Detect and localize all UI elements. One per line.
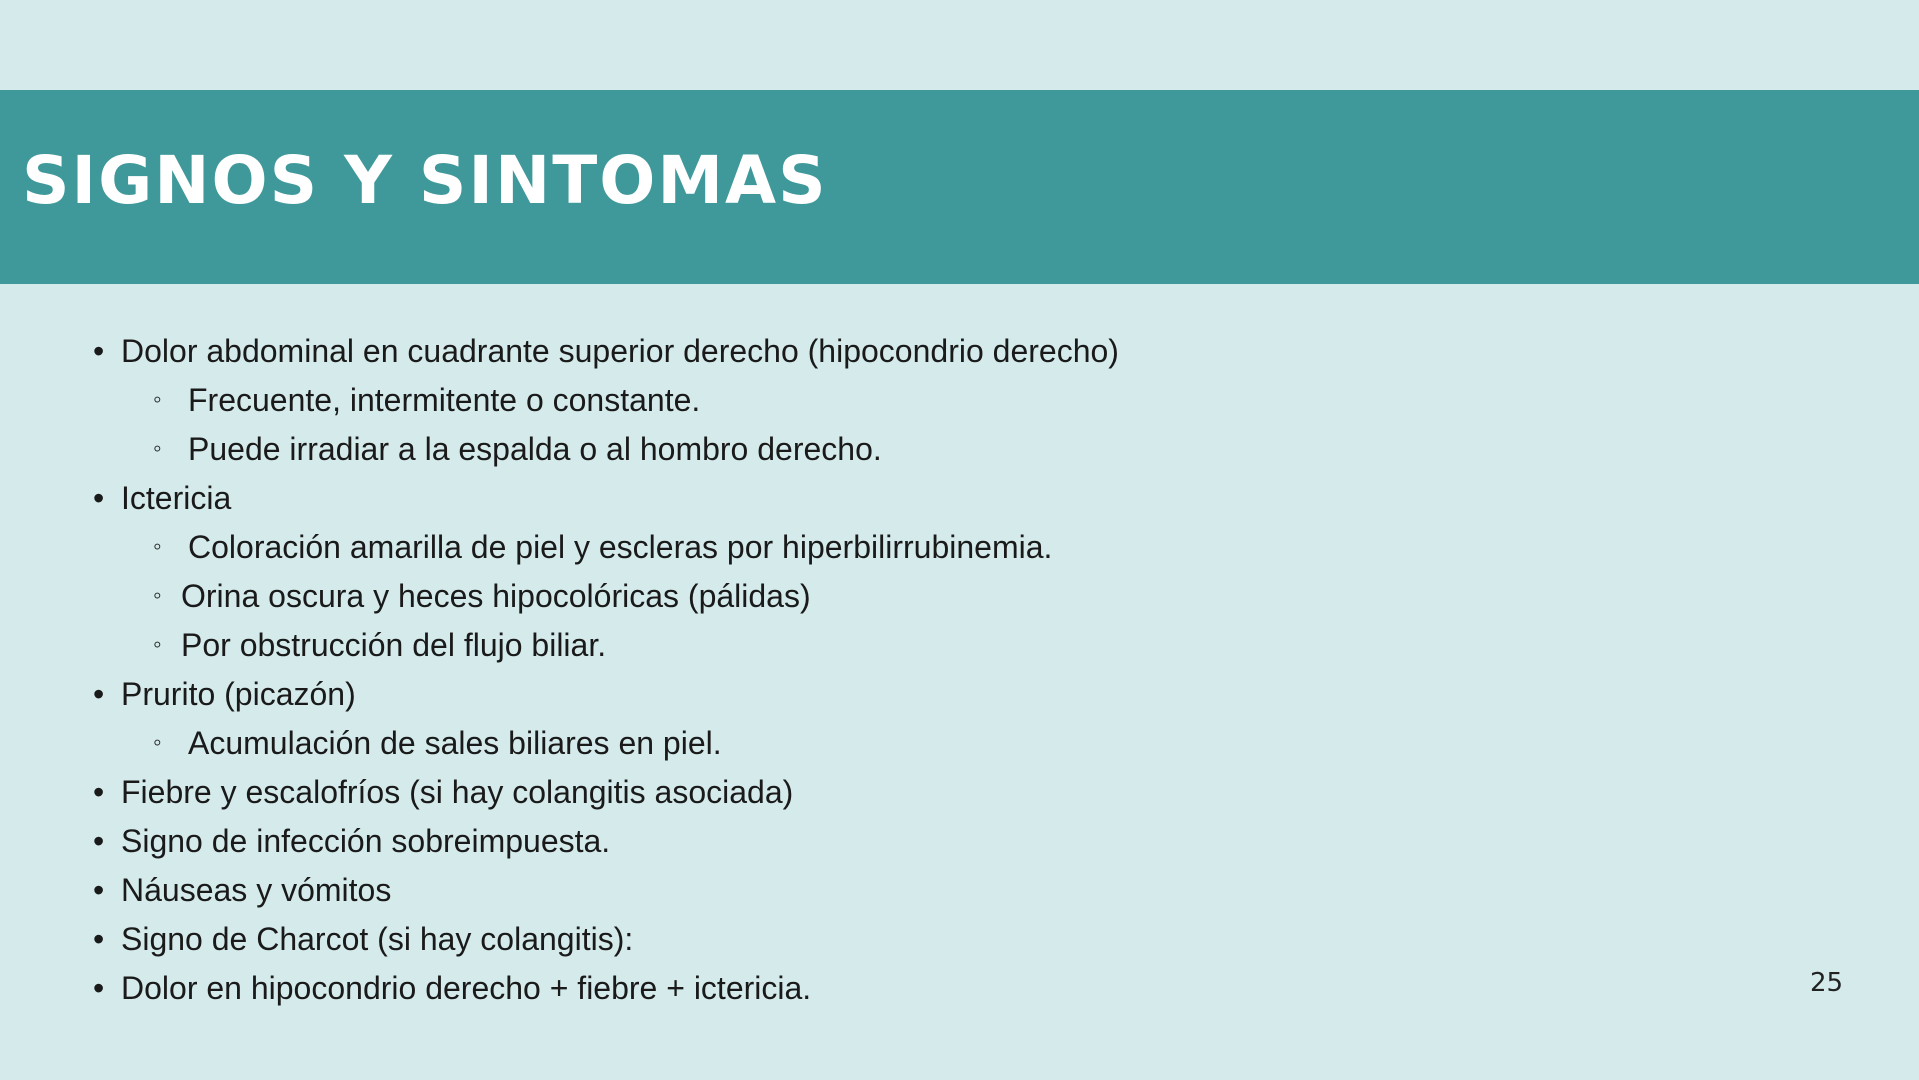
- bullet-icon: •: [93, 872, 105, 908]
- bullet-icon: •: [93, 480, 105, 516]
- sub-bullet-icon: ◦: [153, 435, 162, 462]
- sub-bullet-icon: ◦: [153, 386, 162, 413]
- list-item-text: Frecuente, intermitente o constante.: [188, 382, 701, 418]
- list-item-text: Prurito (picazón): [121, 676, 356, 712]
- bullet-icon: •: [93, 774, 105, 810]
- list-item-text: Náuseas y vómitos: [121, 872, 392, 908]
- list-item: [0, 426, 1760, 475]
- sub-bullet-icon: ◦: [153, 631, 162, 658]
- bullet-icon: •: [93, 676, 105, 712]
- list-item-text: Orina oscura y heces hipocolóricas (pálidas): [181, 578, 811, 614]
- list-item: [0, 916, 1760, 965]
- list-item: [0, 377, 1760, 426]
- sub-bullet-icon: ◦: [153, 533, 162, 560]
- list-item: [0, 671, 1760, 720]
- list-item-text: Dolor abdominal en cuadrante superior derecho (hipocondrio derecho): [121, 333, 1119, 369]
- list-item-text: Coloración amarilla de piel y escleras por hiperbilirrubinemia.: [188, 529, 1053, 565]
- list-item-text: Acumulación de sales biliares en piel.: [188, 725, 722, 761]
- sub-bullet-icon: ◦: [153, 582, 162, 609]
- list-item-text: Puede irradiar a la espalda o al hombro derecho.: [188, 431, 882, 467]
- bullet-icon: •: [93, 970, 105, 1006]
- sub-bullet-icon: ◦: [153, 729, 162, 756]
- list-item: [0, 573, 1760, 622]
- list-item-text: Dolor en hipocondrio derecho + fiebre + ictericia.: [121, 970, 812, 1006]
- list-item-text: Ictericia: [121, 480, 232, 516]
- list-item: [0, 475, 1760, 524]
- list-item: [0, 818, 1760, 867]
- list-item: [0, 328, 1760, 377]
- list-item: [0, 769, 1760, 818]
- list-item: [0, 720, 1760, 769]
- list-item: [0, 965, 1760, 1014]
- list-item-text: Signo de Charcot (si hay colangitis):: [121, 921, 634, 957]
- list-item: [0, 867, 1760, 916]
- page-number: 25: [1810, 968, 1844, 998]
- list-item-text: Fiebre y escalofríos (si hay colangitis asociada): [121, 774, 794, 810]
- slide-title: SIGNOS Y SINTOMAS: [22, 142, 828, 219]
- bullet-icon: •: [93, 921, 105, 957]
- list-item: [0, 622, 1760, 671]
- bullet-list: [0, 328, 1760, 1014]
- bullet-icon: •: [93, 823, 105, 859]
- list-item-text: Signo de infección sobreimpuesta.: [121, 823, 611, 859]
- list-item-text: Por obstrucción del flujo biliar.: [181, 627, 607, 663]
- list-item: [0, 524, 1760, 573]
- bullet-icon: •: [93, 333, 105, 369]
